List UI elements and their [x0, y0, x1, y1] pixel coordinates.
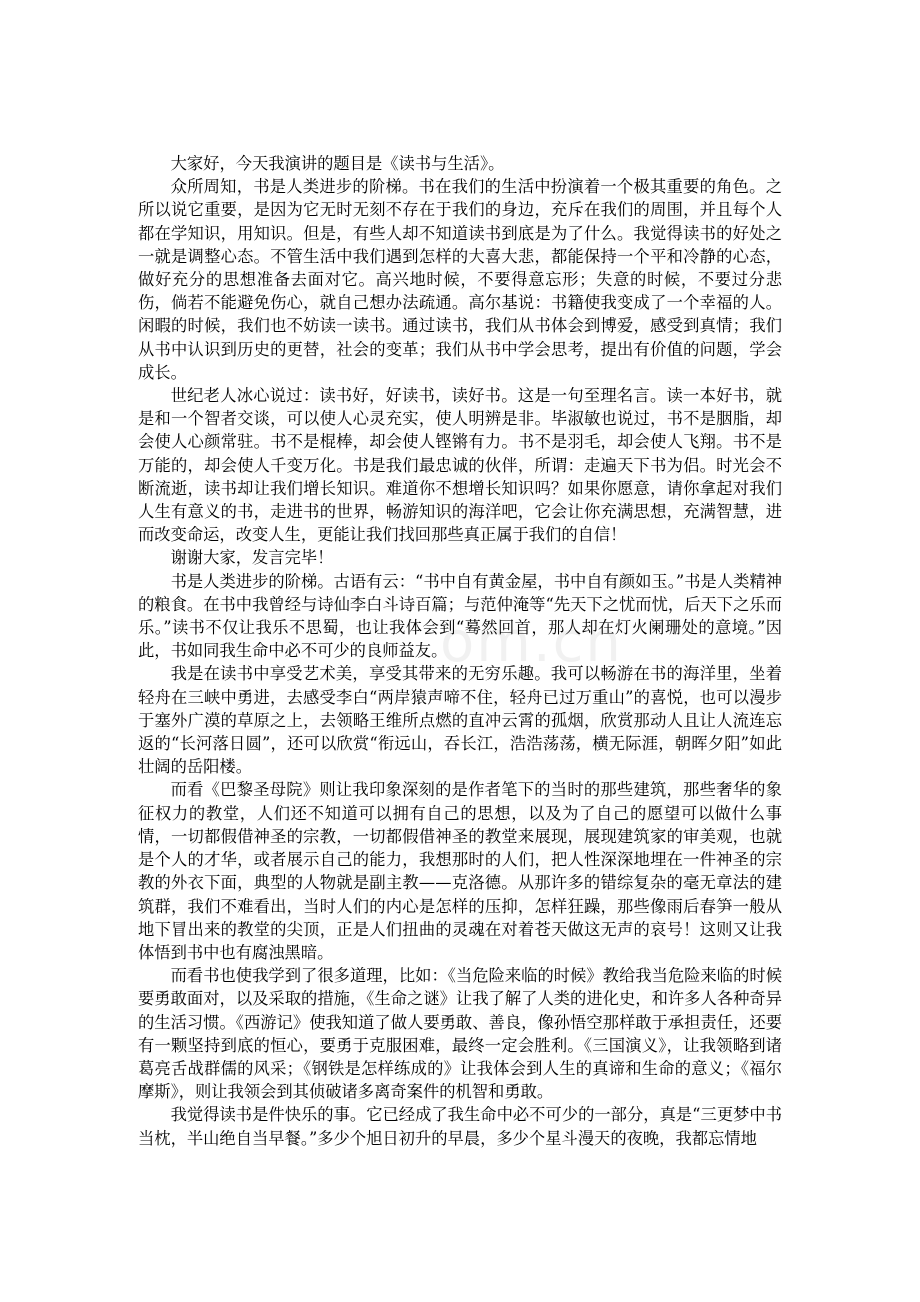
speech-closing: 谢谢大家，发言完毕！: [170, 548, 334, 568]
paragraph-notre-dame: 而看《巴黎圣母院》则让我印象深刻的是作者笔下的当时的那些建筑，那些奢华的象征权力的教堂，人们还不知道可以拥有自己的思想，以及为了自己的愿望可以做什么事情，一切都假借神圣的宗教，一切都假借神圣的教堂来展现，展现建筑家的审美观，也就是个人的才华，或者展示自己的能力，我想那时的人们，把人性深深地埋在一件神圣的宗教的外衣下面，典型的人物就是副主教——克洛德。从那许多的错综复杂的毫无章法的建筑群，我们不难看出，当时人们的内心是怎样的压抑，怎样狂躁，那些像雨后春笋一般从地下冒出来的教堂的尖顶，正是人们扭曲的灵魂在对着苍天做这无声的哀号！这则又让我体悟到书中也有腐浊黑暗。: [138, 780, 782, 962]
watermark-text: om.cn: [440, 610, 623, 675]
paragraph-bingxin-quote: 世纪老人冰心说过：读书好，好读书，读好书。这是一句至理名言。读一本好书，就是和一个智者交谈，可以使人心灵充实，使人明辨是非。毕淑敏也说过，书不是胭脂，却会使人心颜常驻。书不是棍棒，却会使人铿锵有力。书不是羽毛，却会使人飞翔。书不是万能的，却会使人千变万化。书是我们最忠诚的伙伴，所谓：走遍天下书为侣。时光会不断流逝，读书却让我们增长知识。难道你不想增长知识吗？如果你愿意，请你拿起对我们人生有意义的书，走进书的世界，畅游知识的海洋吧，它会让你充满思想，充满智慧，进而改变命运，改变人生，更能让我们找回那些真正属于我们的自信！: [138, 386, 782, 545]
document-body: [138, 152, 782, 1150]
paragraph-reading-joy: 我觉得读书是件快乐的事。它已经成了我生命中必不可少的一部分，真是“三更梦中书当枕，半山绝自当早餐。”多少个旭日初升的早晨，多少个星斗漫天的夜晚，我都忘情地: [138, 1105, 782, 1148]
speech-greeting: 大家好，今天我演讲的题目是《读书与生活》。: [170, 154, 505, 173]
paragraph-book-ladder: 书是人类进步的阶梯。古语有云：“书中自有黄金屋，书中自有颜如玉。”书是人类精神的粮食。在书中我曾经与诗仙李白斗诗百篇；与范仲淹等“先天下之忧而忧，后天下之乐而乐。”读书不仅让我乐不思蜀，也让我体会到“蓦然回首，那人却在灯火阑珊处的意境。”因此，书如同我生命中必不可少的良师益友。: [138, 571, 782, 661]
paragraph-lessons: 而看书也使我学到了很多道理，比如：《当危险来临的时候》教给我当危险来临的时候要勇敢面对，以及采取的措施，《生命之谜》让我了解了人类的进化史，和许多人各种奇异的生活习惯。《西游记》使我知道了做人要勇敢、善良，像孙悟空那样敢于承担责任，还要有一颗坚持到底的恒心，要勇于克服困难，最终一定会胜利。《三国演义》，让我领略到诸葛亮舌战群儒的风采；《钢铁是怎样练成的》让我体会到人生的真谛和生命的意义；《福尔摩斯》，则让我领会到其侦破诸多离奇案件的机智和勇敢。: [138, 966, 782, 1102]
paragraph-reading-benefits: 众所周知，书是人类进步的阶梯。书在我们的生活中扮演着一个极其重要的角色。之所以说它重要，是因为它无时无刻不存在于我们的身边，充斥在我们的周围，并且每个人都在学知识，用知识。但是，有些人却不知道读书到底是为了什么。我觉得读书的好处之一就是调整心态。不管生活中我们遇到怎样的大喜大悲，都能保持一个平和冷静的心态，做好充分的思想准备去面对它。高兴地时候，不要得意忘形；失意的时候，不要过分悲伤，倘若不能避免伤心，就自己想办法疏通。高尔基说：书籍使我变成了一个幸福的人。闲暇的时候，我们也不妨读一读书。通过读书，我们从书体会到博爱，感受到真情；我们从书中认识到历史的更替，社会的变革；我们从书中学会思考，提出有价值的问题，学会成长。: [138, 177, 782, 382]
paragraph-art-beauty: 我是在读书中享受艺术美，享受其带来的无穷乐趣。我可以畅游在书的海洋里，坐着轻舟在三峡中勇进，去感受李白“两岸猿声啼不住，轻舟已过万重山”的喜悦，也可以漫步于塞外广漠的草原之上，去领略王维所点燃的直冲云霄的孤烟，欣赏那动人且让人流连忘返的“长河落日圆”，还可以欣赏“衔远山，吞长江，浩浩荡荡，横无际涯，朝晖夕阳”如此壮阔的岳阳楼。: [138, 664, 782, 777]
